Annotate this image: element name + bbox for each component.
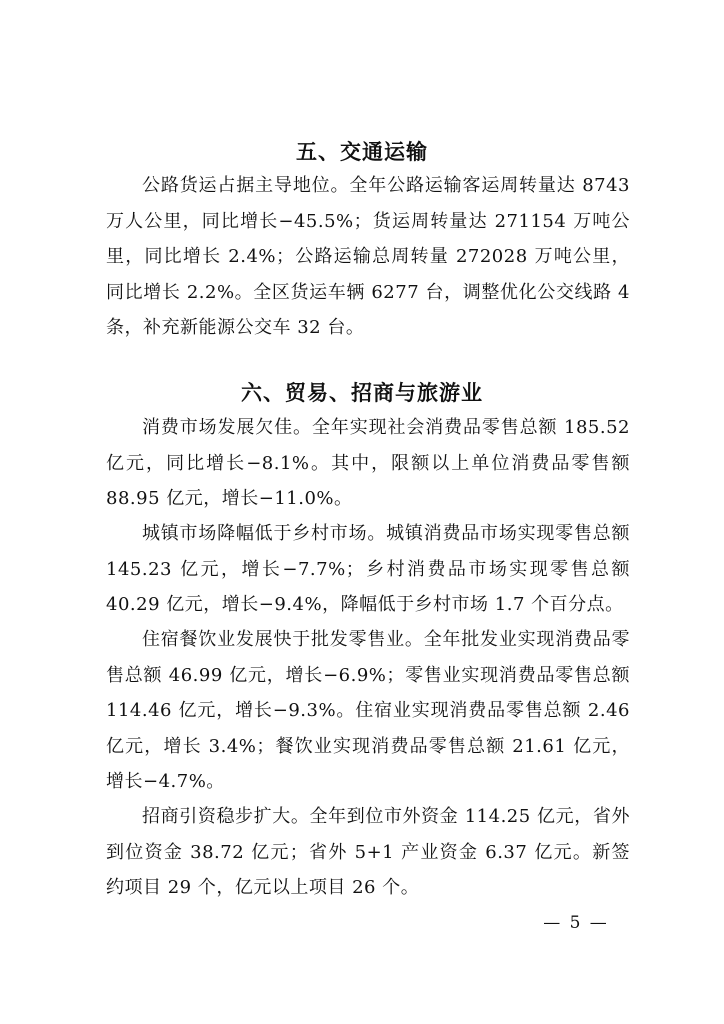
section-heading-trade: 六、贸易、招商与旅游业 <box>241 381 483 405</box>
paragraph-transport: 公路货运占据主导地位。全年公路运输客运周转量达 8743 万人公里，同比增长−45.5%；货运周转量达 271154 万吨公里，同比增长 2.4%；公路运输总周转量 272028 万吨公里，同比增长 2.2%。全区货运车辆 6277 台，调整优化公交线路 4 条，补充新能源公交车 32 台。 <box>106 175 630 339</box>
section-heading-transport: 五、交通运输 <box>296 140 428 164</box>
paragraph-consumer-market: 消费市场发展欠佳。全年实现社会消费品零售总额 185.52 亿元，同比增长−8.1%。其中，限额以上单位消费品零售额 88.95 亿元，增长−11.0%。 <box>106 417 630 510</box>
paragraph-urban-rural-market: 城镇市场降幅低于乡村市场。城镇消费品市场实现零售总额 145.23 亿元，增长−7.7%；乡村消费品市场实现零售总额 40.29 亿元，增长−9.4%，降幅低于乡村市场 1.7 个百分点。 <box>106 523 630 616</box>
page-number: — 5 — <box>543 913 609 933</box>
paragraph-investment: 招商引资稳步扩大。全年到位市外资金 114.25 亿元，省外到位资金 38.72 亿元；省外 5+1 产业资金 6.37 亿元。新签约项目 29 个，亿元以上项目 26 个。 <box>106 806 630 899</box>
paragraph-accommodation-catering: 住宿餐饮业发展快于批发零售业。全年批发业实现消费品零售总额 46.99 亿元，增长−6.9%；零售业实现消费品零售总额 114.46 亿元，增长−9.3%。住宿业实现消费品零售总额 2.46 亿元，增长 3.4%；餐饮业实现消费品零售总额 21.61 亿元，增长−4.7%。 <box>106 629 630 793</box>
